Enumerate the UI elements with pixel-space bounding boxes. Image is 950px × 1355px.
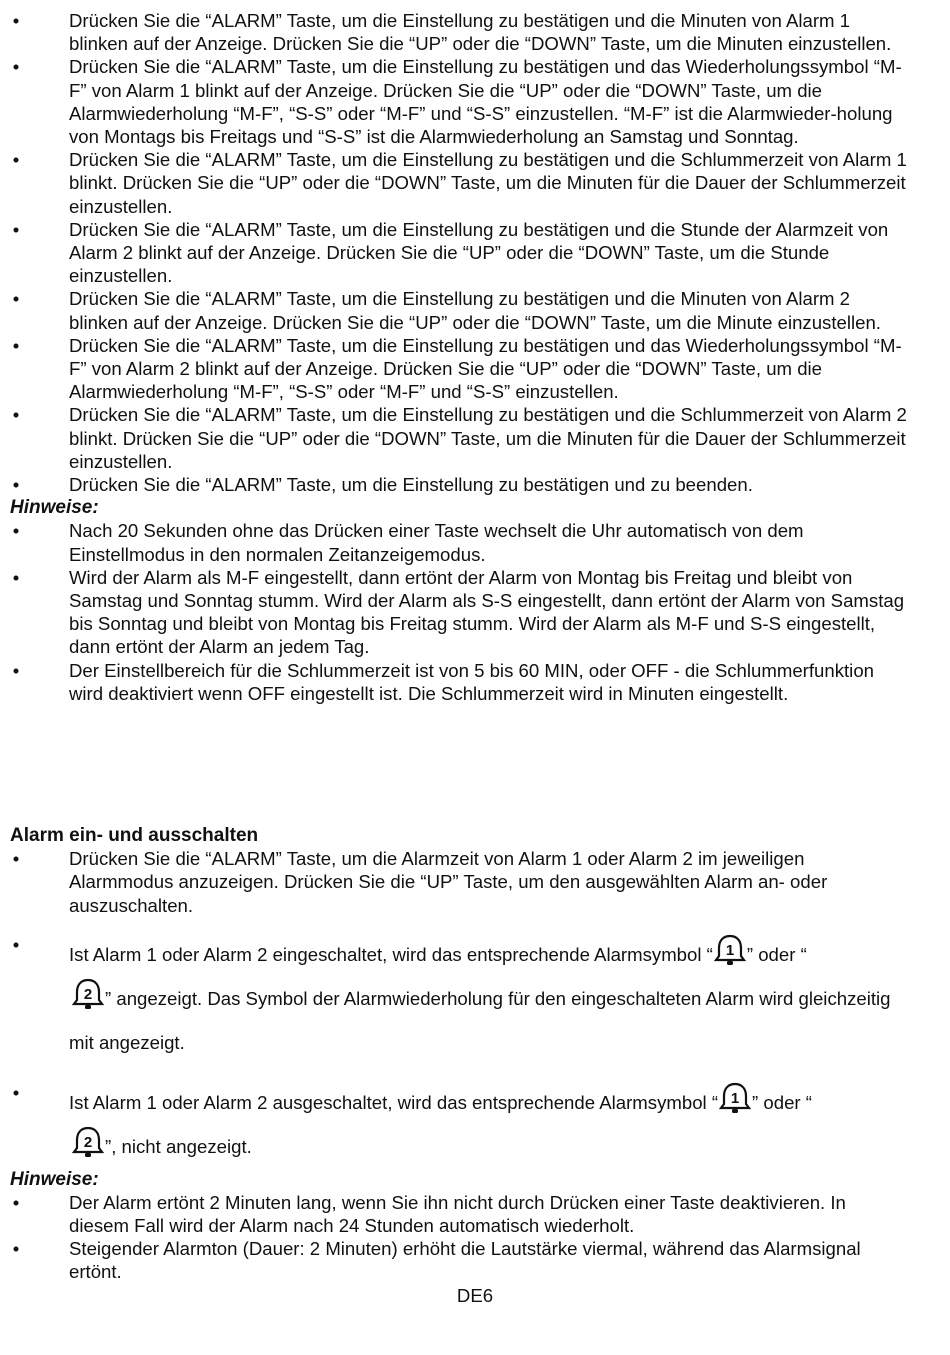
bullet: • bbox=[12, 56, 20, 78]
item-text: ”, nicht angezeigt. bbox=[105, 1135, 252, 1157]
list-item bbox=[0, 9, 950, 55]
item-text: Ist Alarm 1 oder Alarm 2 eingeschaltet, wird das entsprechende Alarmsymbol “ bbox=[69, 943, 713, 965]
item-text: ” angezeigt. Das Symbol der Alarmwiederholung für den eingeschalteten Alarm wird gleichzeitig mit angezeigt. bbox=[69, 987, 891, 1053]
step-text: Drücken Sie die “ALARM” Taste, um die Einstellung zu bestätigen und das Wiederholungssymbol “M-F” von Alarm 2 blinkt auf der Anzeige. Drücken Sie die “UP” oder die “DOWN” Taste, um die Alarmwiederholung “M-F”, “S-S” oder “M-F” und “S-S” einzustellen. bbox=[69, 334, 902, 403]
bullet: • bbox=[12, 288, 20, 310]
notes-heading: Hinweise: bbox=[10, 1168, 99, 1190]
steps-list bbox=[0, 9, 950, 496]
bullet: • bbox=[12, 1081, 20, 1103]
bullet: • bbox=[12, 334, 20, 356]
step-text: Drücken Sie die “ALARM” Taste, um die Einstellung zu bestätigen und die Schlummerzeit von Alarm 2 blinkt. Drücken Sie die “UP” oder die “DOWN” Taste, um die Minuten für die Dauer der Schlummerzeit einzustellen. bbox=[69, 404, 907, 472]
alarm-digit: 1 bbox=[730, 1089, 740, 1107]
section-list bbox=[0, 847, 950, 1169]
alarm-setting-steps bbox=[0, 9, 950, 705]
list-item bbox=[0, 659, 950, 705]
bullet: • bbox=[12, 1238, 20, 1260]
list-item bbox=[0, 519, 950, 565]
list-item bbox=[0, 55, 950, 148]
alarm-2-bell-icon bbox=[71, 977, 105, 1009]
notes-list bbox=[0, 519, 950, 705]
bullet: • bbox=[12, 520, 20, 542]
note-text: Nach 20 Sekunden ohne das Drücken einer Taste wechselt die Uhr automatisch von dem Einstellmodus in den normalen Zeitanzeigemodus. bbox=[69, 520, 804, 565]
step-text: Drücken Sie die “ALARM” Taste, um die Einstellung zu bestätigen und die Schlummerzeit von Alarm 1 blinkt. Drücken Sie die “UP” oder die “DOWN” Taste, um die Minuten für die Dauer der Schlummerzeit einzustellen. bbox=[69, 149, 907, 217]
bullet: • bbox=[12, 474, 20, 496]
bullet: • bbox=[12, 1191, 20, 1213]
bullet: • bbox=[12, 404, 20, 426]
alarm-on-off-section bbox=[0, 824, 950, 1284]
list-item bbox=[0, 403, 950, 473]
step-text: Drücken Sie die “ALARM” Taste, um die Einstellung zu bestätigen und das Wiederholungssymbol “M-F” von Alarm 1 blinkt auf der Anzeige. Drücken Sie die “UP” oder die “DOWN” Taste, um die Alarmwiederholung “M-F”, “S-S” oder “M-F” und “S-S” einzustellen. “M-F” ist die Alarmwieder-holung von Montags bis Freitags und “S-S” ist die Alarmwiederholung an Samstag und Sonntag. bbox=[69, 56, 902, 148]
bullet: • bbox=[12, 218, 20, 240]
item-text: Drücken Sie die “ALARM” Taste, um die Alarmzeit von Alarm 1 oder Alarm 2 im jeweiligen Alarmmodus anzuzeigen. Drücken Sie die “UP” Taste, um den ausgewählten Alarm an- oder auszuschalten. bbox=[69, 848, 828, 916]
list-item bbox=[0, 334, 950, 404]
list-item bbox=[0, 148, 950, 218]
bullet: • bbox=[12, 933, 20, 955]
step-text: Drücken Sie die “ALARM” Taste, um die Einstellung zu bestätigen und die Stunde der Alarmzeit von Alarm 2 blinkt auf der Anzeige. Drücken Sie die “UP” oder die “DOWN” Taste, um die Stunde einzustellen. bbox=[69, 218, 889, 287]
page-number: DE6 bbox=[456, 1285, 494, 1306]
list-item bbox=[0, 1065, 950, 1169]
note-text: Der Einstellbereich für die Schlummerzeit ist von 5 bis 60 MIN, oder OFF - die Schlummerfunktion wird deaktiviert wenn OFF eingestellt ist. Die Schlummerzeit wird in Minuten eingestellt. bbox=[69, 659, 874, 704]
notes-list bbox=[0, 1191, 950, 1284]
bullet: • bbox=[12, 659, 20, 681]
step-text: Drücken Sie die “ALARM” Taste, um die Einstellung zu bestätigen und zu beenden. bbox=[69, 474, 753, 496]
alarm-digit: 1 bbox=[725, 941, 735, 959]
item-text: ” oder “ bbox=[746, 943, 807, 965]
list-item bbox=[0, 473, 950, 496]
item-text: Ist Alarm 1 oder Alarm 2 ausgeschaltet, wird das entsprechende Alarmsymbol “ bbox=[69, 1091, 719, 1113]
list-item bbox=[0, 847, 950, 917]
section-heading: Alarm ein- und ausschalten bbox=[10, 825, 259, 846]
notes-heading: Hinweise: bbox=[10, 497, 99, 519]
bullet: • bbox=[12, 10, 20, 31]
alarm-2-bell-icon bbox=[71, 1125, 105, 1157]
bullet: • bbox=[12, 566, 20, 588]
step-text: Drücken Sie die “ALARM” Taste, um die Einstellung zu bestätigen und die Minuten von Alarm 1 blinken auf der Anzeige. Drücken Sie die “UP” oder die “DOWN” Taste, um die Minuten einzustellen. bbox=[69, 10, 892, 55]
note-text: Wird der Alarm als M-F eingestellt, dann ertönt der Alarm von Montag bis Freitag und bleibt von Samstag und Sonntag stumm. Wird der Alarm als S-S eingestellt, dann ertönt der Alarm von Samstag bis Sonntag und bleibt von Montag bis Freitag stumm. Wird der Alarm als M-F und S-S eingestellt, dann ertönt der Alarm an jedem Tag. bbox=[69, 566, 905, 658]
note-text: Steigender Alarmton (Dauer: 2 Minuten) erhöht die Lautstärke viermal, während das Alarmsignal ertönt. bbox=[69, 1238, 861, 1283]
bullet: • bbox=[12, 149, 20, 171]
alarm-1-bell-icon bbox=[713, 933, 747, 965]
list-item bbox=[0, 218, 950, 288]
alarm-digit: 2 bbox=[83, 985, 93, 1003]
list-item bbox=[0, 287, 950, 333]
note-text: Der Alarm ertönt 2 Minuten lang, wenn Sie ihn nicht durch Drücken einer Taste deaktivieren. In diesem Fall wird der Alarm nach 24 Stunden automatisch wiederholt. bbox=[69, 1191, 846, 1237]
alarm-1-bell-icon bbox=[718, 1081, 752, 1113]
list-item bbox=[0, 1191, 950, 1237]
list-item bbox=[0, 566, 950, 659]
alarm-digit: 2 bbox=[83, 1133, 93, 1151]
bullet: • bbox=[12, 848, 20, 870]
item-text: ” oder “ bbox=[752, 1091, 812, 1113]
step-text: Drücken Sie die “ALARM” Taste, um die Einstellung zu bestätigen und die Minuten von Alarm 2 blinken auf der Anzeige. Drücken Sie die “UP” oder die “DOWN” Taste, um die Minute einzustellen. bbox=[69, 288, 881, 333]
list-item bbox=[0, 917, 950, 1065]
list-item bbox=[0, 1237, 950, 1283]
